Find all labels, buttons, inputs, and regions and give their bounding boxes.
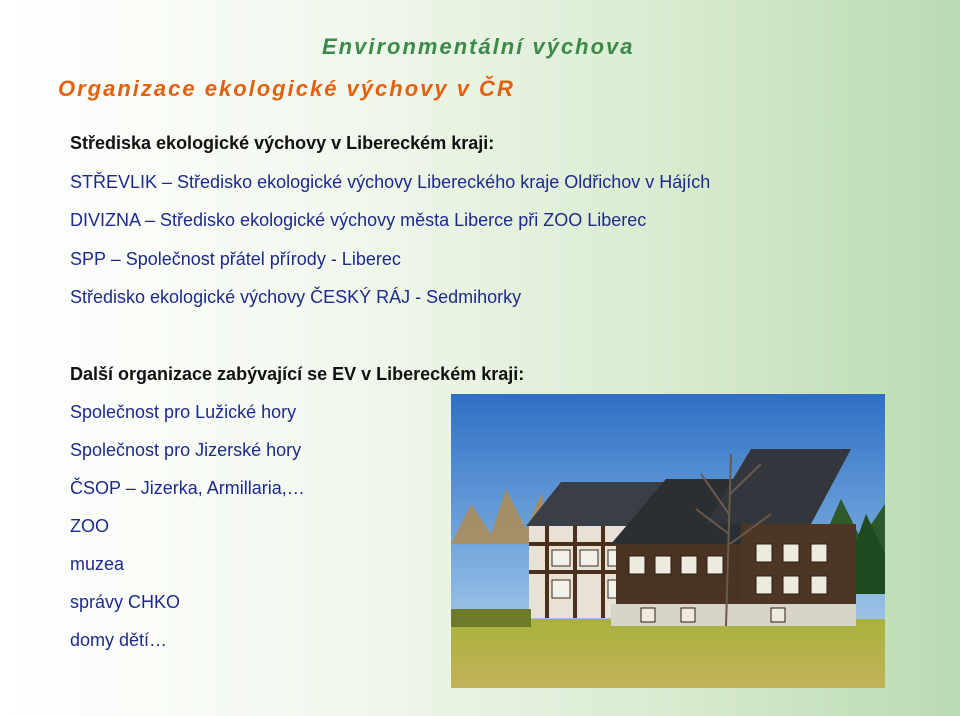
- section2-item-zoo: ZOO: [70, 516, 109, 536]
- slide-title: Organizace ekologické výchovy v ČR: [58, 76, 515, 101]
- section1-item-strevlik: STŘEVLIK – Středisko ekologické výchovy Libereckého kraje Oldřichov v Hájích: [70, 172, 711, 192]
- section2-item-domy-deti: domy dětí…: [70, 630, 168, 650]
- section2-item-spravy-chko: správy CHKO: [70, 592, 181, 612]
- section1-item-spp: SPP – Společnost přátel přírody - Liberec: [70, 249, 401, 269]
- section1-heading: Střediska ekologické výchovy v Libereckém kraji:: [70, 133, 495, 153]
- house-photo: [451, 394, 885, 688]
- section2-item-luzicke-hory: Společnost pro Lužické hory: [70, 402, 297, 422]
- section2-item-muzea: muzea: [70, 554, 125, 574]
- section2-item-jizerske-hory: Společnost pro Jizerské hory: [70, 440, 302, 460]
- section1-item-cesky-raj: Středisko ekologické výchovy ČESKÝ RÁJ - Sedmihorky: [70, 287, 522, 307]
- section1-item-divizna: DIVIZNA – Středisko ekologické výchovy města Liberce při ZOO Liberec: [70, 210, 647, 230]
- house-illustration: [451, 394, 885, 688]
- section2-item-csop: ČSOP – Jizerka, Armillaria,…: [70, 478, 305, 498]
- header-title: Environmentální výchova: [322, 34, 635, 59]
- section2-heading: Další organizace zabývající se EV v Libereckém kraji:: [70, 364, 525, 384]
